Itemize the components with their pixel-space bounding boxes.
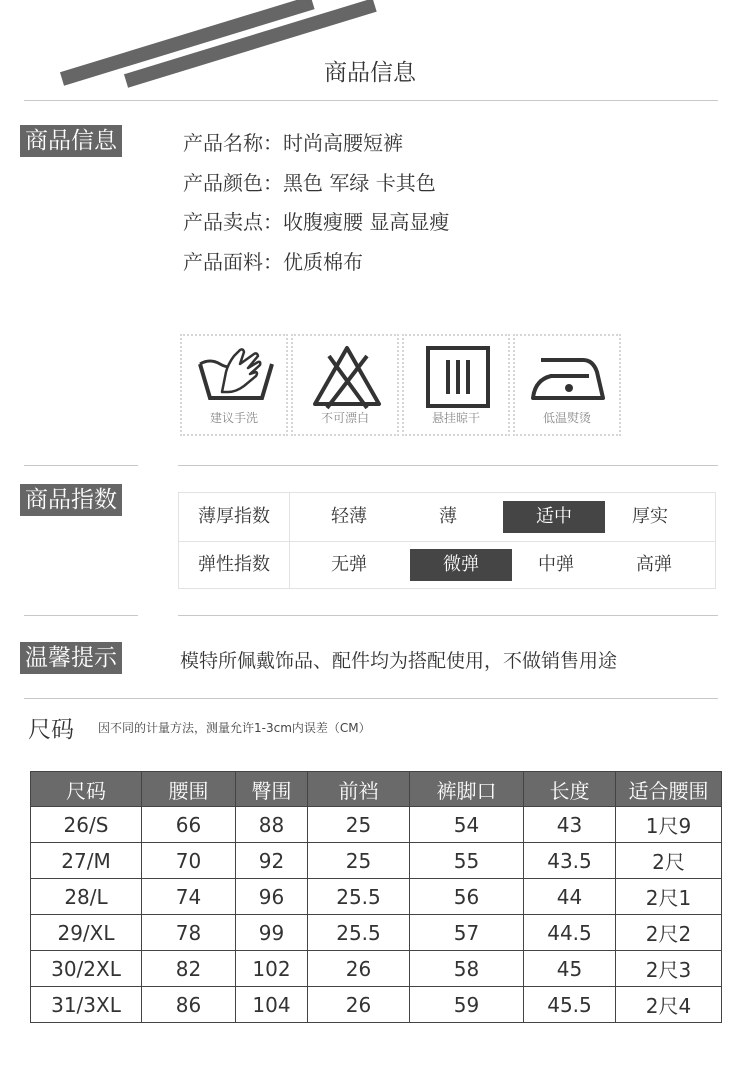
size-header-cell: 适合腰围 xyxy=(616,772,722,807)
size-cell: 25 xyxy=(308,843,410,879)
size-cell: 92 xyxy=(236,843,308,879)
table-row xyxy=(31,843,722,879)
size-title: 尺码 xyxy=(28,717,74,743)
care-item-hang-dry xyxy=(402,334,510,436)
size-cell: 25.5 xyxy=(308,915,410,951)
product-index-tag: 商品指数 xyxy=(20,484,122,516)
size-cell: 43 xyxy=(524,807,616,843)
size-cell: 26 xyxy=(308,987,410,1023)
index-table xyxy=(178,492,716,589)
size-cell: 2尺 xyxy=(616,843,722,879)
size-cell: 74 xyxy=(142,879,236,915)
care-divider-right xyxy=(178,465,718,466)
size-cell: 44 xyxy=(524,879,616,915)
no-bleach-icon xyxy=(307,342,387,412)
index-row-label: 薄厚指数 xyxy=(179,493,290,541)
index-option-selected: 适中 xyxy=(503,501,605,533)
size-cell: 57 xyxy=(410,915,524,951)
index-option: 高弹 xyxy=(636,554,672,575)
size-table-header-row xyxy=(31,772,722,807)
care-item-low-iron xyxy=(513,334,621,436)
product-selling-point-line: 产品卖点：收腹瘦腰 显高显瘦 xyxy=(183,210,450,234)
product-fabric-line: 产品面料：优质棉布 xyxy=(183,250,363,274)
size-cell: 25 xyxy=(308,807,410,843)
care-item-hand-wash xyxy=(180,334,288,436)
index-row-elasticity xyxy=(179,541,715,589)
size-cell: 102 xyxy=(236,951,308,987)
size-cell: 43.5 xyxy=(524,843,616,879)
size-header-cell: 裤脚口 xyxy=(410,772,524,807)
size-cell: 56 xyxy=(410,879,524,915)
size-cell: 26 xyxy=(308,951,410,987)
size-cell: 58 xyxy=(410,951,524,987)
size-cell: 55 xyxy=(410,843,524,879)
index-divider-right xyxy=(178,615,718,616)
care-label-hang-dry: 悬挂晾干 xyxy=(431,411,480,425)
care-item-no-bleach xyxy=(291,334,399,436)
size-header-cell: 前裆 xyxy=(308,772,410,807)
size-cell: 44.5 xyxy=(524,915,616,951)
table-row xyxy=(31,915,722,951)
size-cell: 70 xyxy=(142,843,236,879)
page-title: 商品信息 xyxy=(324,60,416,86)
product-color-line: 产品颜色：黑色 军绿 卡其色 xyxy=(183,171,436,195)
index-divider-left xyxy=(24,615,138,616)
care-divider-left xyxy=(24,465,138,466)
size-note: 因不同的计量方法，测量允许1-3cm内误差（CM） xyxy=(98,721,371,735)
care-label-no-bleach: 不可漂白 xyxy=(320,411,369,425)
size-cell: 2尺3 xyxy=(616,951,722,987)
size-cell: 99 xyxy=(236,915,308,951)
size-cell: 29/XL xyxy=(31,915,142,951)
notice-text: 模特所佩戴饰品、配件均为搭配使用，不做销售用途 xyxy=(180,650,618,672)
index-row-thickness xyxy=(179,493,715,542)
size-cell: 27/M xyxy=(31,843,142,879)
header-stripe-1 xyxy=(60,0,315,86)
size-cell: 2尺1 xyxy=(616,879,722,915)
size-cell: 45.5 xyxy=(524,987,616,1023)
index-option: 厚实 xyxy=(632,506,668,527)
care-label-low-iron: 低温熨烫 xyxy=(542,411,591,425)
hang-dry-icon xyxy=(418,342,498,412)
notice-tag: 温馨提示 xyxy=(20,642,122,674)
size-cell: 2尺4 xyxy=(616,987,722,1023)
size-cell: 78 xyxy=(142,915,236,951)
low-iron-icon xyxy=(529,342,609,412)
size-cell: 2尺2 xyxy=(616,915,722,951)
size-cell: 31/3XL xyxy=(31,987,142,1023)
size-header-cell: 长度 xyxy=(524,772,616,807)
size-header-cell: 腰围 xyxy=(142,772,236,807)
size-cell: 28/L xyxy=(31,879,142,915)
product-name-line: 产品名称：时尚高腰短裤 xyxy=(183,131,403,155)
size-cell: 45 xyxy=(524,951,616,987)
size-cell: 30/2XL xyxy=(31,951,142,987)
index-row-label: 弹性指数 xyxy=(179,541,290,589)
table-row xyxy=(31,987,722,1023)
size-cell: 59 xyxy=(410,987,524,1023)
size-cell: 1尺9 xyxy=(616,807,722,843)
table-row xyxy=(31,951,722,987)
table-row xyxy=(31,879,722,915)
notice-divider xyxy=(24,698,718,699)
index-option: 无弹 xyxy=(331,554,367,575)
index-option-selected: 微弹 xyxy=(410,549,512,581)
size-header-cell: 臀围 xyxy=(236,772,308,807)
size-cell: 54 xyxy=(410,807,524,843)
size-cell: 88 xyxy=(236,807,308,843)
size-cell: 96 xyxy=(236,879,308,915)
size-header-cell: 尺码 xyxy=(31,772,142,807)
care-label-hand-wash: 建议手洗 xyxy=(209,411,258,425)
size-cell: 26/S xyxy=(31,807,142,843)
index-option: 薄 xyxy=(439,506,457,527)
size-cell: 66 xyxy=(142,807,236,843)
size-table xyxy=(30,771,722,1023)
hand-wash-icon xyxy=(196,342,276,412)
size-cell: 25.5 xyxy=(308,879,410,915)
index-option: 中弹 xyxy=(538,554,574,575)
size-cell: 86 xyxy=(142,987,236,1023)
product-info-tag: 商品信息 xyxy=(20,125,122,157)
table-row xyxy=(31,807,722,843)
index-option: 轻薄 xyxy=(331,506,367,527)
size-cell: 104 xyxy=(236,987,308,1023)
size-cell: 82 xyxy=(142,951,236,987)
header-divider xyxy=(24,100,718,101)
